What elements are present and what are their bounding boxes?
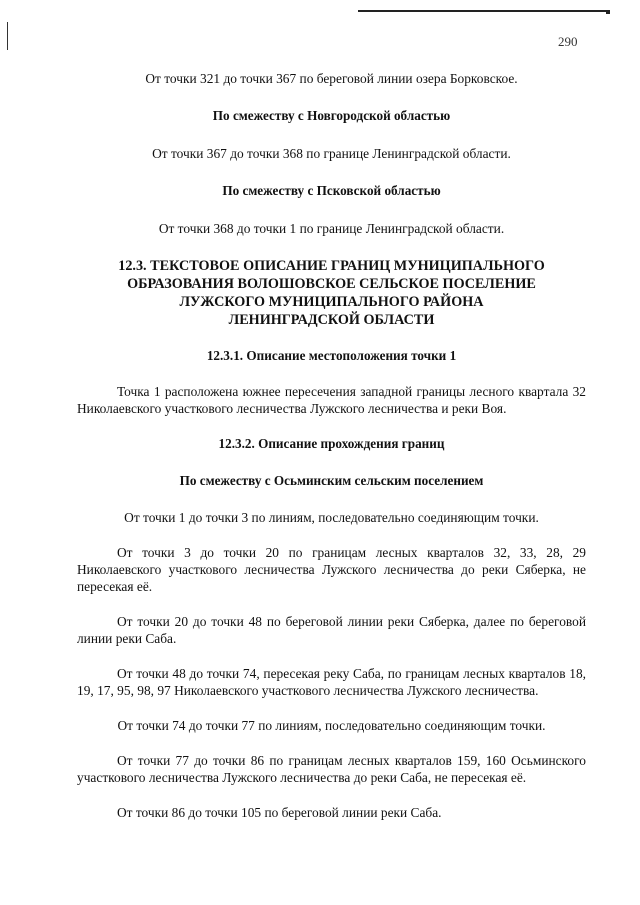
paragraph: От точки 20 до точки 48 по береговой линии реки Сяберка, далее по береговой линии реки Саба.: [77, 614, 586, 646]
scan-top-line: [358, 10, 610, 12]
main-heading-line: ОБРАЗОВАНИЯ ВОЛОШОВСКОЕ СЕЛЬСКОЕ ПОСЕЛЕНИЕ: [127, 276, 536, 292]
page-number: 290: [558, 34, 578, 49]
paragraph: От точки 3 до точки 20 по границам лесных кварталов 32, 33, 28, 29 Николаевского участкового лесничества Лужского лесничества до реки Сяберка, не пересекая её.: [77, 545, 586, 594]
subsection-heading: 12.3.1. Описание местоположения точки 1: [206, 348, 457, 363]
section-heading: По смежеству с Псковской областью: [222, 183, 441, 198]
main-heading-line: ЛЕНИНГРАДСКОЙ ОБЛАСТИ: [228, 312, 435, 328]
paragraph: От точки 77 до точки 86 по границам лесных кварталов 159, 160 Осьминского участкового лесничества Лужского лесничества до реки Саба, не пересекая её.: [77, 753, 586, 785]
paragraph: От точки 367 до точки 368 по границе Ленинградской области.: [152, 146, 511, 161]
paragraph: От точки 368 до точки 1 по границе Ленинградской области.: [158, 221, 505, 236]
paragraph: От точки 1 до точки 3 по линиям, последовательно соединяющим точки.: [124, 510, 539, 525]
main-heading-line: ЛУЖСКОГО МУНИЦИПАЛЬНОГО РАЙОНА: [179, 294, 484, 310]
paragraph: Точка 1 расположена южнее пересечения западной границы лесного квартала 32 Николаевского участкового лесничества Лужского лесничества и реки Воя.: [77, 384, 586, 416]
section-heading: По смежеству с Осьминским сельским поселением: [179, 473, 484, 488]
main-heading-line: 12.3. ТЕКСТОВОЕ ОПИСАНИЕ ГРАНИЦ МУНИЦИПАЛЬНОГО: [118, 258, 545, 274]
document-body: [77, 70, 586, 821]
main-heading: [77, 257, 586, 329]
margin-mark: [7, 22, 8, 50]
paragraph: От точки 86 до точки 105 по береговой линии реки Саба.: [117, 805, 442, 820]
paragraph: От точки 74 до точки 77 по линиям, последовательно соединяющим точки.: [117, 718, 546, 733]
paragraph: От точки 48 до точки 74, пересекая реку Саба, по границам лесных кварталов 18, 19, 17, 95, 98, 97 Николаевского участкового лесничества Лужского лесничества.: [77, 666, 586, 698]
subsection-heading: 12.3.2. Описание прохождения границ: [218, 436, 445, 451]
scan-top-line-end: [606, 10, 610, 14]
paragraph: От точки 321 до точки 367 по береговой линии озера Борковское.: [145, 71, 518, 86]
section-heading: По смежеству с Новгородской областью: [212, 108, 451, 123]
